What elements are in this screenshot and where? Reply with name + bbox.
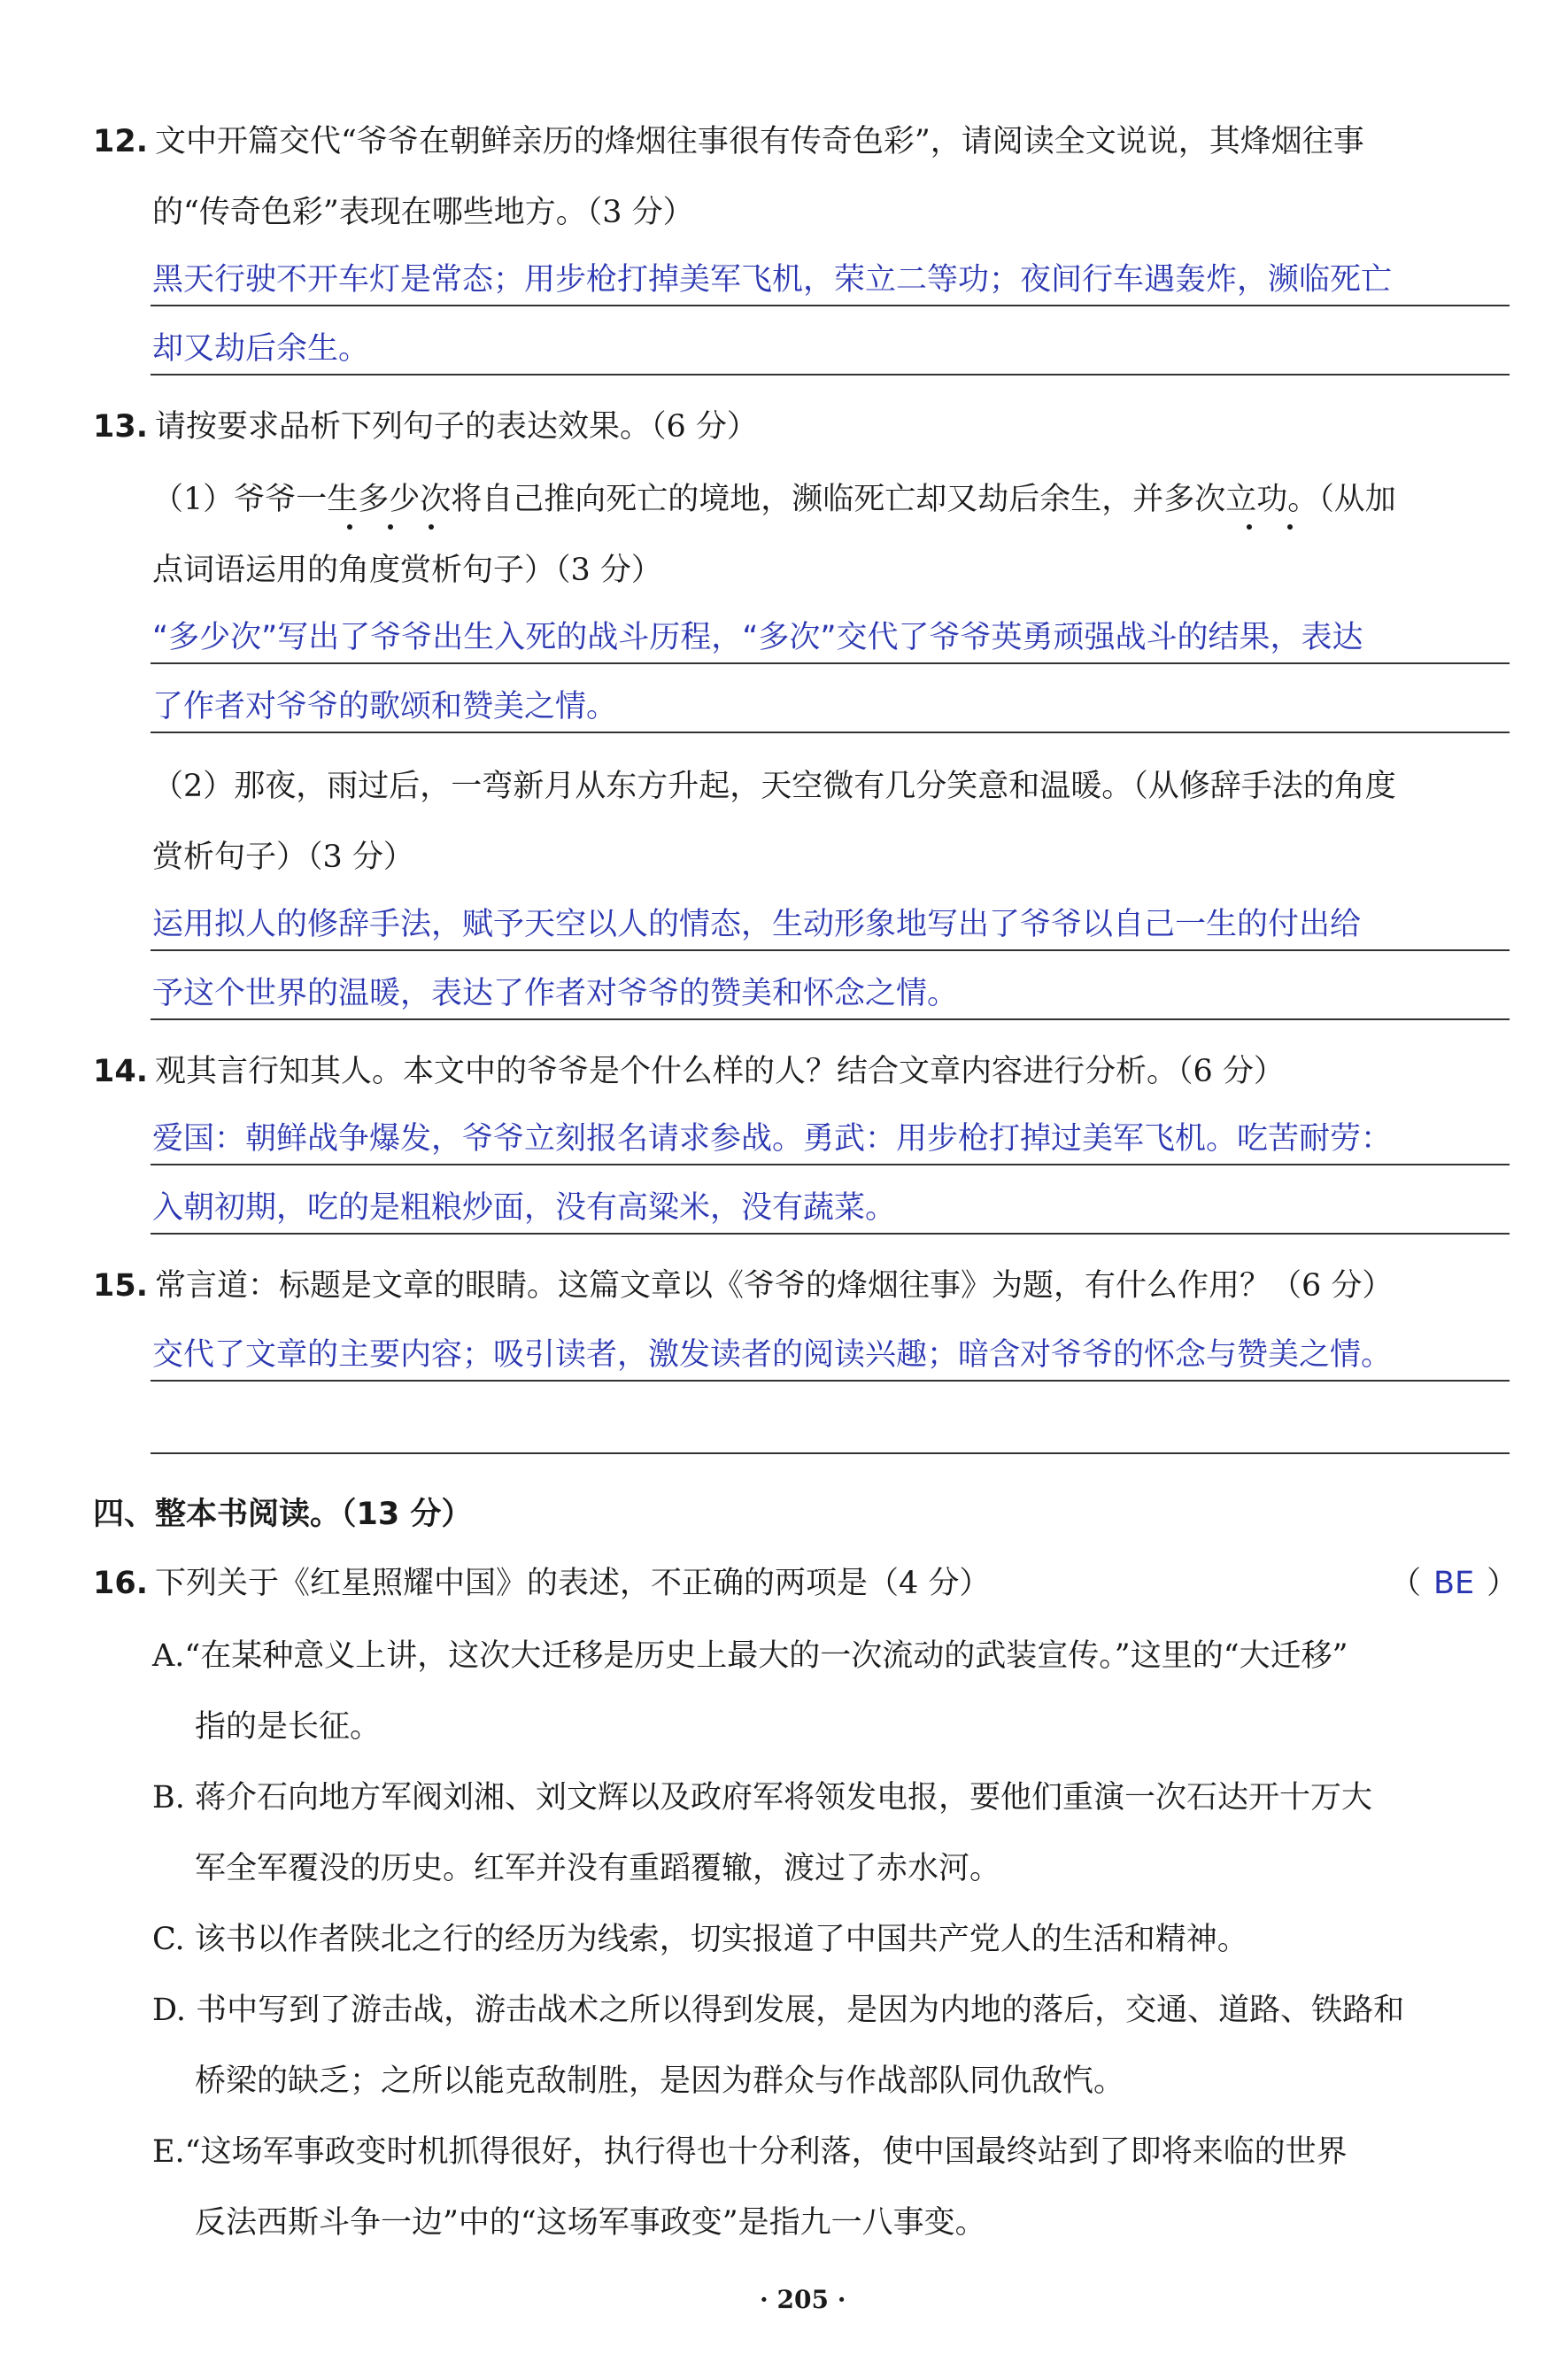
bracket-close: ） bbox=[1487, 1566, 1518, 1601]
q15-number: 15. bbox=[93, 1268, 149, 1304]
option-b-line1: B. 蒋介石向地方军阀刘湘、刘文辉以及政府军将领发电报，要他们重演一次石达开十万大 bbox=[152, 1780, 1372, 1815]
option-a-line2: 指的是长征。 bbox=[195, 1709, 382, 1745]
q13-number: 13. bbox=[93, 409, 149, 445]
answer-bracket bbox=[1390, 1564, 1518, 1603]
answer-rule bbox=[151, 662, 1510, 664]
q16-text: 下列关于《红星照耀中国》的表述，不正确的两项是（4 分） bbox=[155, 1566, 991, 1601]
q16-number: 16. bbox=[93, 1566, 149, 1601]
q13-part1-line1: （1）爷爷一生多少次将自己推向死亡的境地，濒临死亡却又劫后余生，并多次立功。（从加 bbox=[152, 482, 1396, 517]
q16-stem bbox=[93, 1564, 990, 1603]
q12-line2: 的“传奇色彩”表现在哪些地方。（3 分） bbox=[152, 195, 694, 230]
q12-answer-line2: 却又劫后余生。 bbox=[152, 331, 370, 367]
q13-part2-answer-line2: 予这个世界的温暖，表达了作者对爷爷的赞美和怀念之情。 bbox=[152, 976, 959, 1011]
q14-answer-line2: 入朝初期，吃的是粗粮炒面，没有高粱米，没有蔬菜。 bbox=[152, 1190, 897, 1226]
emphasis-dot bbox=[347, 524, 352, 530]
q14-text: 观其言行知其人。本文中的爷爷是个什么样的人？结合文章内容进行分析。（6 分） bbox=[155, 1054, 1285, 1089]
option-b-line2: 军全军覆没的历史。红军并没有重蹈覆辙，渡过了赤水河。 bbox=[195, 1851, 1001, 1886]
q13-part2-answer-line1: 运用拟人的修辞手法，赋予天空以人的情态，生动形象地写出了爷爷以自己一生的付出给 bbox=[152, 907, 1362, 942]
q15-text: 常言道：标题是文章的眼睛。这篇文章以《爷爷的烽烟往事》为题，有什么作用？（6 分） bbox=[155, 1268, 1394, 1304]
q15-stem bbox=[93, 1266, 1393, 1305]
q13-part2-line1: （2）那夜，雨过后，一弯新月从东方升起，天空微有几分笑意和温暖。（从修辞手法的角度 bbox=[152, 769, 1396, 804]
answer-rule bbox=[151, 1018, 1510, 1020]
page-number: · 205 · bbox=[760, 2285, 846, 2314]
answer-rule bbox=[151, 732, 1510, 733]
q13-part2-line2: 赏析句子）（3 分） bbox=[152, 840, 414, 875]
q13-part1-answer-line1: “多少次”写出了爷爷出生入死的战斗历程，“多次”交代了爷爷英勇顽强战斗的结果，表达 bbox=[152, 620, 1363, 655]
option-c-line1: C. 该书以作者陕北之行的经历为线索，切实报道了中国共产党人的生活和精神。 bbox=[152, 1922, 1248, 1957]
section-heading: 四、整本书阅读。（13 分） bbox=[93, 1497, 473, 1532]
q14-answer-line1: 爱国：朝鲜战争爆发，爷爷立刻报名请求参战。勇武：用步枪打掉过美军飞机。吃苦耐劳： bbox=[152, 1121, 1393, 1157]
answer-rule bbox=[151, 305, 1510, 306]
q14-stem bbox=[93, 1052, 1285, 1091]
emphasis-dot bbox=[1247, 524, 1252, 530]
option-e-line2: 反法西斯斗争一边”中的“这场军事政变”是指九一八事变。 bbox=[195, 2205, 986, 2241]
answer-rule bbox=[151, 1452, 1510, 1454]
answer-rule bbox=[151, 1164, 1510, 1165]
q12-line1 bbox=[93, 122, 1364, 161]
emphasis-dot bbox=[388, 524, 393, 530]
q16-answer: BE bbox=[1433, 1566, 1475, 1601]
q13-part1-line2: 点词语运用的角度赏析句子）（3 分） bbox=[152, 553, 662, 588]
emphasis-dot bbox=[429, 524, 434, 530]
answer-rule bbox=[151, 949, 1510, 951]
q12-text: 文中开篇交代“爷爷在朝鲜亲历的烽烟往事很有传奇色彩”，请阅读全文说说，其烽烟往事 bbox=[155, 124, 1364, 159]
answer-rule bbox=[151, 1233, 1510, 1235]
q12-answer-line1: 黑天行驶不开车灯是常态；用步枪打掉美军飞机，荣立二等功；夜间行车遇轰炸，濒临死亡 bbox=[152, 262, 1393, 298]
q15-answer-line1: 交代了文章的主要内容；吸引读者，激发读者的阅读兴趣；暗含对爷爷的怀念与赞美之情。 bbox=[152, 1337, 1393, 1373]
q12-number: 12. bbox=[93, 124, 149, 159]
q13-stem bbox=[93, 407, 758, 446]
option-e-line1: E.“这场军事政变时机抓得很好，执行得也十分利落，使中国最终站到了即将来临的世界 bbox=[152, 2134, 1348, 2170]
q13-text: 请按要求品析下列句子的表达效果。（6 分） bbox=[155, 409, 758, 445]
answer-rule bbox=[151, 1380, 1510, 1382]
q14-number: 14. bbox=[93, 1054, 149, 1089]
q13-part1-answer-line2: 了作者对爷爷的歌颂和赞美之情。 bbox=[152, 689, 618, 724]
bracket-open: （ bbox=[1390, 1566, 1422, 1601]
option-d-line2: 桥梁的缺乏；之所以能克敌制胜，是因为群众与作战部队同仇敌忾。 bbox=[195, 2063, 1125, 2099]
answer-rule bbox=[151, 374, 1510, 375]
option-d-line1: D. 书中写到了游击战，游击战术之所以得到发展，是因为内地的落后，交通、道路、铁路和 bbox=[152, 1993, 1405, 2028]
emphasis-dot bbox=[1287, 524, 1293, 530]
option-a-line1: A.“在某种意义上讲，这次大迁移是历史上最大的一次流动的武装宣传。”这里的“大迁移” bbox=[152, 1638, 1348, 1674]
